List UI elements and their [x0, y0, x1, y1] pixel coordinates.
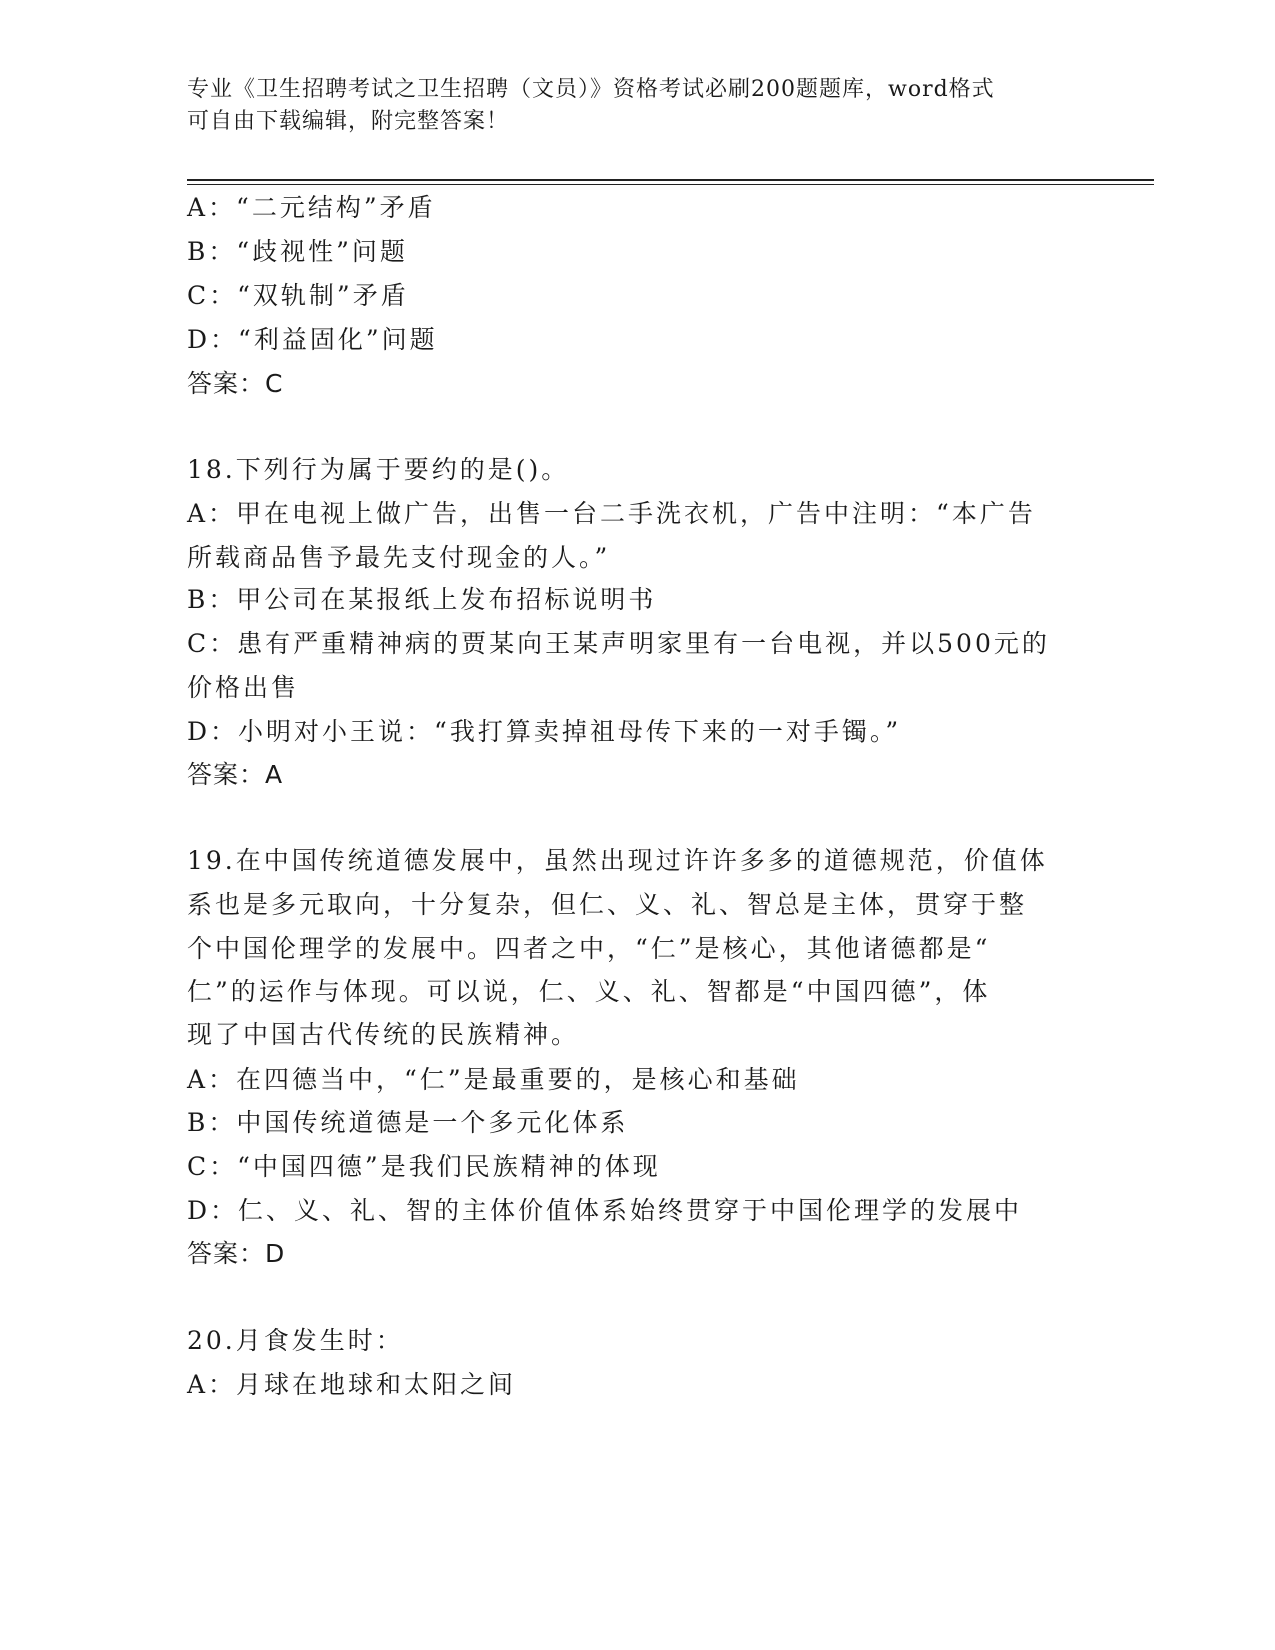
q19-option-d: D：仁、义、礼、智的主体价值体系始终贯穿于中国伦理学的发展中: [187, 1196, 1023, 1225]
document-header: [187, 74, 1067, 138]
q19-option-b: B：中国传统道德是一个多元化体系: [187, 1108, 629, 1137]
q18-option-d: D：小明对小王说：“我打算卖掉祖母传下来的一对手镯。”: [187, 717, 902, 746]
q17-option-b: B：“歧视性”问题: [187, 237, 408, 266]
q18-option-a-line2: 所载商品售予最先支付现金的人。”: [187, 543, 611, 572]
header-rule-thin: [187, 184, 1154, 185]
header-line-2: 可自由下载编辑，附完整答案！: [187, 109, 510, 134]
q19-stem-line5: 现了中国古代传统的民族精神。: [187, 1020, 580, 1049]
q18-option-b: B：甲公司在某报纸上发布招标说明书: [187, 585, 657, 614]
q18-option-c-line1: C：患有严重精神病的贾某向王某声明家里有一台电视，并以500元的: [187, 629, 1050, 658]
q17-answer: 答案：C: [187, 369, 284, 398]
q19-answer: 答案：D: [187, 1239, 286, 1268]
q18-option-c-line2: 价格出售: [187, 673, 300, 702]
q19-stem-line2: 系也是多元取向，十分复杂，但仁、义、礼、智总是主体，贯穿于整: [187, 890, 1028, 919]
q18-answer: 答案：A: [187, 760, 284, 789]
header-line-1: 专业《卫生招聘考试之卫生招聘（文员）》资格考试必刷200题题库，word格式: [187, 77, 995, 102]
q19-stem-line4: 仁”的运作与体现。可以说，仁、义、礼、智都是“中国四德”，体: [187, 977, 991, 1006]
header-rule-thick: [187, 179, 1154, 181]
q17-option-d: D：“利益固化”问题: [187, 325, 438, 354]
q19-option-a: A：在四德当中，“仁”是最重要的，是核心和基础: [187, 1065, 800, 1094]
q20-stem: 20.月食发生时：: [187, 1326, 404, 1355]
q17-option-a: A：“二元结构”矛盾: [187, 193, 436, 222]
q17-option-c: C：“双轨制”矛盾: [187, 281, 409, 310]
q19-stem-line3: 个中国伦理学的发展中。四者之中，“仁”是核心，其他诸德都是“: [187, 934, 991, 963]
q18-stem: 18.下列行为属于要约的是()。: [187, 455, 570, 484]
q18-option-a-line1: A：甲在电视上做广告，出售一台二手洗衣机，广告中注明：“本广告: [187, 499, 1036, 528]
q20-option-a: A：月球在地球和太阳之间: [187, 1370, 517, 1399]
q19-option-c: C：“中国四德”是我们民族精神的体现: [187, 1152, 661, 1181]
q19-stem-line1: 19.在中国传统道德发展中，虽然出现过许许多多的道德规范，价值体: [187, 846, 1048, 875]
